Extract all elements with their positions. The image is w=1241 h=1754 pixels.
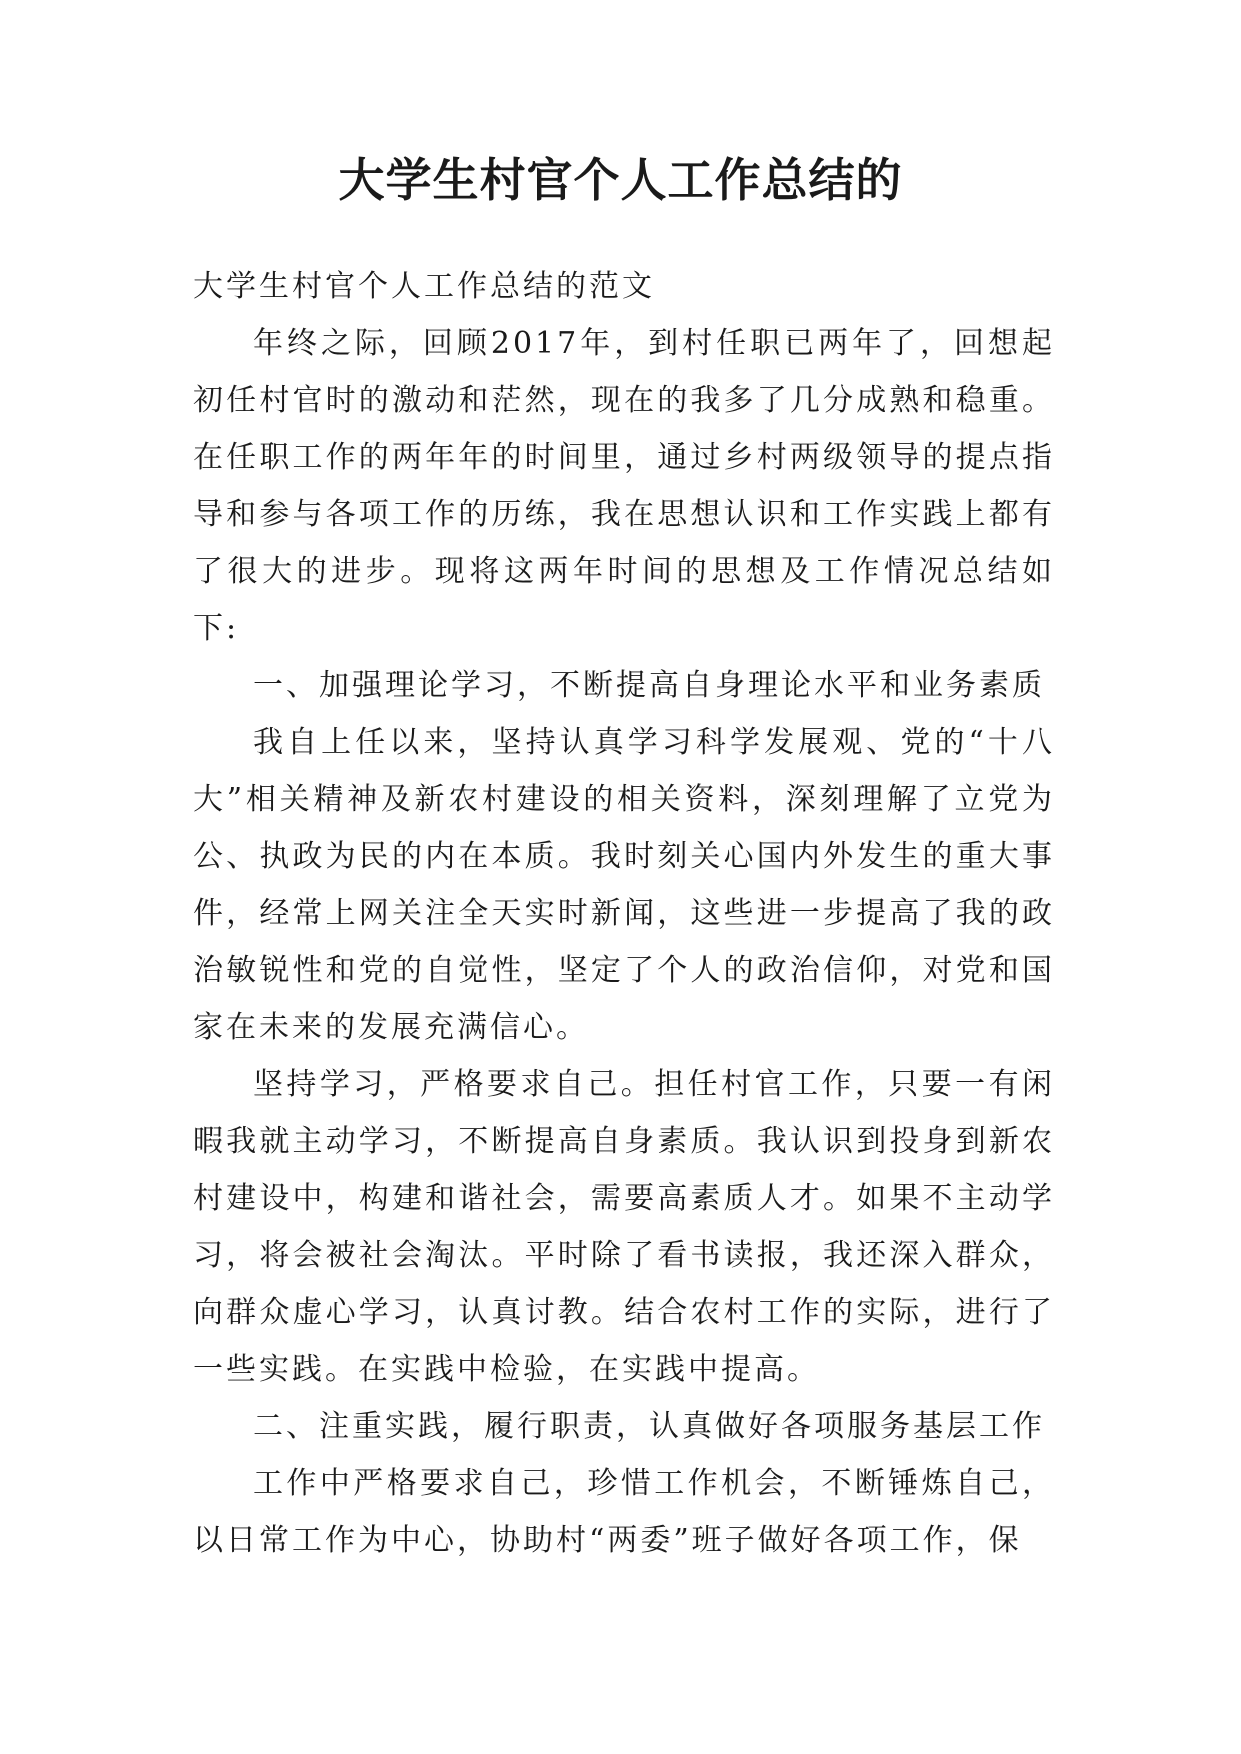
document-title: 大学生村官个人工作总结的: [338, 153, 903, 207]
body-paragraph: 我自上任以来，坚持认真学习科学发展观、党的“十八大”相关精神及新农村建设的相关资料，深刻理解了立党为公、执政为民的内在本质。我时刻关心国内外发生的重大事件，经常上网关注全天实时新闻，这些进一步提高了我的政治敏锐性和党的自觉性，坚定了个人的政治信仰，对党和国家在未来的发展充满信心。: [193, 725, 1055, 1045]
document-body: [193, 258, 1055, 1569]
intro-paragraph: 年终之际，回顾2017年，到村任职已两年了，回想起初任村官时的激动和茫然，现在的我多了几分成熟和稳重。在任职工作的两年年的时间里，通过乡村两级领导的提点指导和参与各项工作的历练，我在思想认识和工作实践上都有了很大的进步。现将这两年时间的思想及工作情况总结如下:: [193, 326, 1055, 646]
body-paragraph: 坚持学习，严格要求自己。担任村官工作，只要一有闲暇我就主动学习，不断提高自身素质。我认识到投身到新农村建设中，构建和谐社会，需要高素质人才。如果不主动学习，将会被社会淘汰。平时除了看书读报，我还深入群众，向群众虚心学习，认真讨教。结合农村工作的实际，进行了一些实践。在实践中检验，在实践中提高。: [193, 1067, 1055, 1387]
body-paragraph: 工作中严格要求自己，珍惜工作机会，不断锤炼自己，以日常工作为中心，协助村“两委”班子做好各项工作，保: [193, 1466, 1055, 1558]
section-heading-1: 一、加强理论学习，不断提高自身理论水平和业务素质: [253, 668, 1045, 703]
section-heading-2: 二、注重实践，履行职责，认真做好各项服务基层工作: [253, 1409, 1045, 1444]
subtitle-paragraph: 大学生村官个人工作总结的范文: [193, 269, 655, 304]
